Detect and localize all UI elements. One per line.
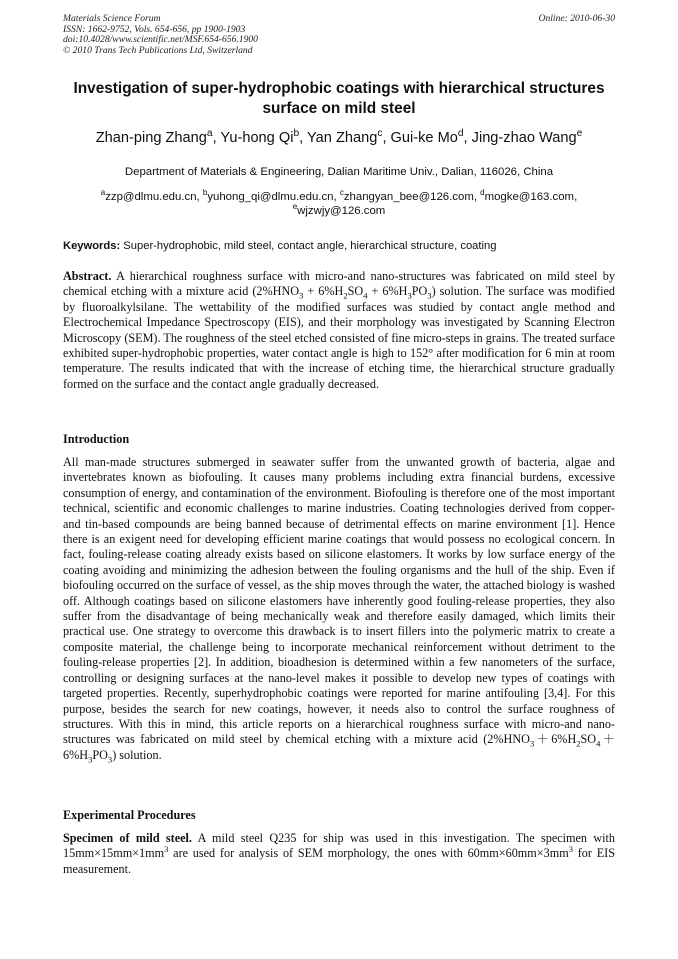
issn-line: ISSN: 1662-9752, Vols. 654-656, pp 1900-1903 — [63, 23, 246, 35]
online-date: Online: 2010-06-30 — [538, 13, 615, 24]
abstract-label: Abstract. — [63, 269, 112, 283]
email-link[interactable]: wjzwjy@126.com — [297, 205, 386, 217]
author-affiliation-mark: e — [576, 128, 583, 140]
email-link[interactable]: zzp@dlmu.edu.cn — [105, 191, 197, 203]
keywords-text: Super-hydrophobic, mild steel, contact angle, hierarchical structure, coating — [120, 240, 497, 252]
introduction-heading: Introduction — [63, 432, 130, 446]
author: Zhan-ping Zhang — [95, 130, 207, 146]
email-link[interactable]: zhangyan_bee@126.com — [343, 191, 474, 203]
experimental-heading: Experimental Procedures — [63, 808, 196, 822]
journal-name: Materials Science Forum — [63, 13, 161, 24]
keywords — [63, 240, 615, 252]
doi-line[interactable]: doi:10.4028/www.scientific.net/MSF.654-656.1900 — [63, 34, 258, 45]
email-link[interactable]: mogke@163.com — [484, 191, 575, 203]
specimen-label: Specimen of mild steel. — [63, 831, 192, 845]
email-link[interactable]: yuhong_qi@dlmu.edu.cn — [207, 191, 334, 203]
author-affiliation-mark: a — [206, 128, 213, 140]
paper-title: Investigation of super-hydrophobic coatings with hierarchical structures surface on mild steel — [73, 80, 605, 117]
abstract: Abstract. A hierarchical roughness surface with micro-and nano-structures was fabricated on mild steel by chemical etching with a mixture acid $(2\%HNO_3 + 6\%H_2SO_4 + 6\%H_3PO_3)$ solution. The surface was modified by fluoroalkylsilane. The wettability of the modified surfaces was studied by contact angle method and Electrochemical Impedance Spectroscopy (EIS), and their morphology was investigated by Scanning Electron Microscopy (SEM). The roughness of the steel etched consisted of fine micro-steps in grains. The treated surface exhibited super-hydrophobic properties, water contact angle is high to 152° after modification for 6 min at room temperature. The results indicated that with the increase of etching time, the hierarchical structure gradually formed on the surface and the contact angle gradually decreased. — [63, 269, 616, 391]
journal-header — [63, 14, 258, 56]
author-affiliation-mark: d — [457, 128, 464, 140]
introduction-body: All man-made structures submerged in seawater suffer from the unwanted growth of bacteria, algae and invertebrates known as biofouling. It causes many problems including extra financial burdens, excessive consumption of energy, and contamination of the environment. Biofouling is therefore one of the most important technical, scientific and economic challenges to marine industries. Coating technologies derived from copper- and tin-based compounds are being banned because of detrimental effects on marine environment [1]. Hence there is an exigent need for developing efficient marine coatings that would possess no ecological concern. In fact, fouling-release coating already exists based on silicone elastomers. It works by low surface energy of the coating avoiding and minimizing the adhesion between the fouling organisms and the hull of the ship. Even if biofouling occurred on the surface of vessel, as the ship moves through the water, the attached biology is washed off. Although coatings based on silicone elastomers have inherently good fouling-release properties, they also suffer from the disadvantage of being mechanically weak and therefore easily damaged, which limits their practical use. One strategy to overcome this drawback is to insert fillers into the polymeric matrix to create a composite material, the challenge being to incorporate mechanical reinforcement without detriment to the fouling-release properties [2]. In addition, bioadhesion is determined within a few nanometers of the surface, controlling or designing surfaces at the nano-level makes it possible to develop new types of coatings with targeted properties. Recently, superhydrophobic coatings were reported for marine antifouling [3,4]. For this purpose, besides the search for new coatings, however, it needs also to control the surface roughness of structures. With this in mind, this article reports on a hierarchical roughness surface with micro-and nano-structures was fabricated on mild steel by chemical etching with a mixture acid $(2\%HNO_3+6\%H_2SO_4+6\%H_3PO_3)$ solution. — [63, 455, 615, 765]
author: Gui-ke Mo — [390, 130, 458, 146]
author: Jing-zhao Wang — [471, 130, 577, 146]
experimental-body: Specimen of mild steel. A mild steel Q235 for ship was used in this investigation. The specimen with $15mm\times 15mm\times 1mm^3$ are used for analysis of SEM morphology, the ones with $60mm\times 60mm\times 3mm^3$ for EIS measurement. — [63, 831, 616, 876]
affiliation: Department of Materials & Engineering, Dalian Maritime Univ., Dalian, 116026, China — [124, 166, 554, 178]
author: Yu-hong Qi — [220, 130, 294, 146]
author: Yan Zhang — [307, 130, 378, 146]
author-affiliation-mark: b — [293, 128, 300, 140]
email-list: $^a$zzp@dlmu.edu.cn, $^b$yuhong_qi@dlmu.edu.cn, $^c$zhangyan_bee@126.com, $^d$mogke@163.com, $^e$wjzwjy@126.com — [100, 188, 578, 217]
author-affiliation-mark: c — [377, 128, 383, 140]
author-list: Zhan-ping Zhang$^a$, Yu-hong Qi$^b$, Yan Zhang$^c$, Gui-ke Mo$^d$, Jing-zhao Wang$^e$ — [95, 128, 583, 146]
copyright-line: © 2010 Trans Tech Publications Ltd, Switzerland — [63, 44, 253, 56]
keywords-label: Keywords: — [63, 240, 121, 252]
